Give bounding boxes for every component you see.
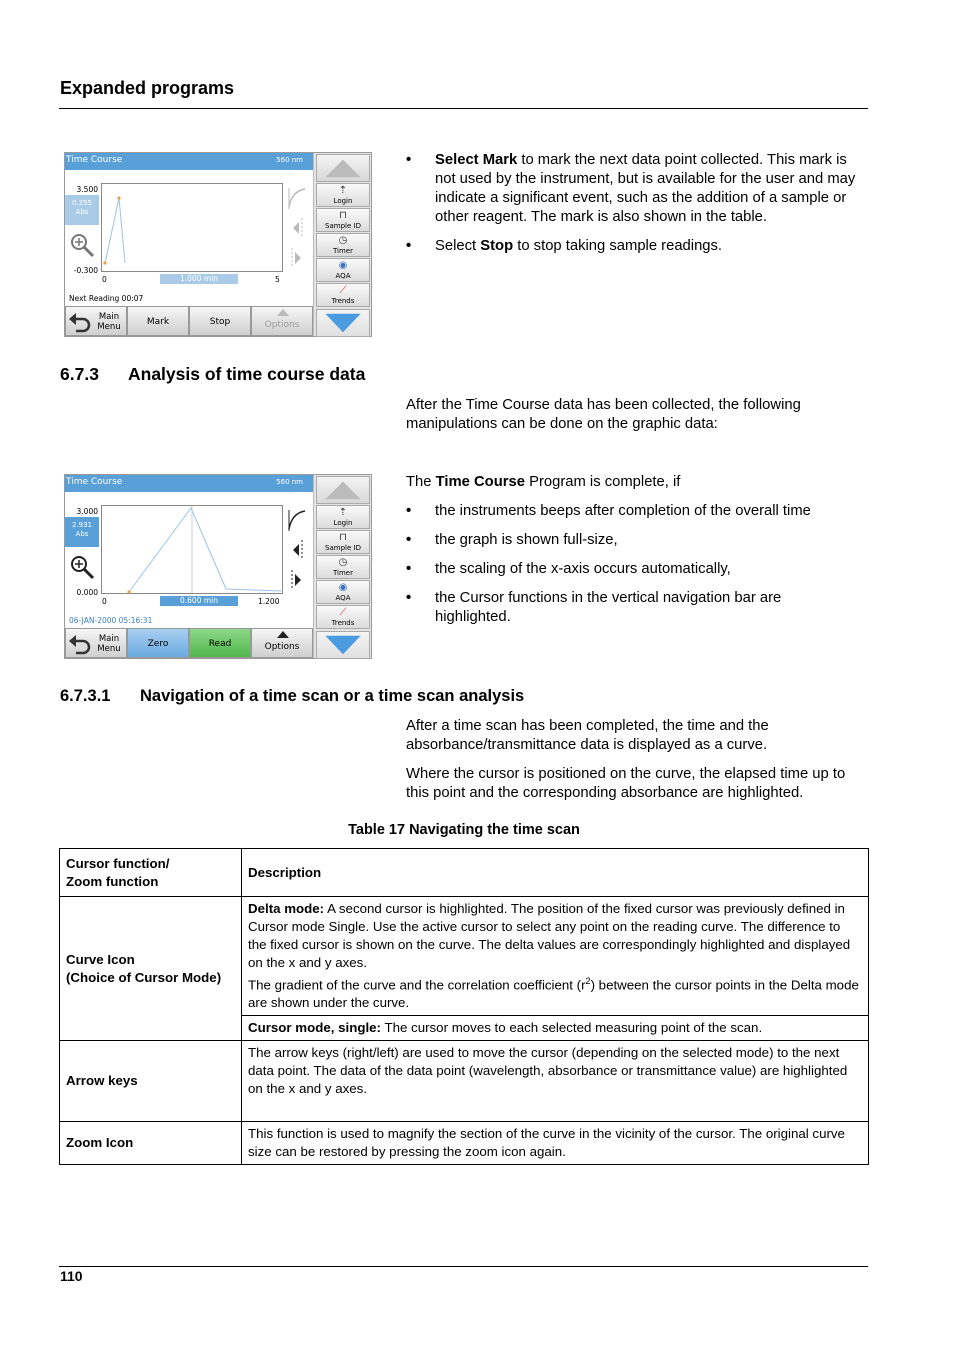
graph-area: [65, 170, 313, 306]
y-axis-bottom: -0.300: [73, 266, 98, 275]
y-axis-top: 3.000: [76, 507, 98, 516]
screen-titlebar: [65, 475, 313, 492]
table-row: [60, 897, 869, 1016]
curve-icon[interactable]: [286, 185, 308, 211]
navigation-table: [59, 848, 869, 1165]
cursor-function-column: [283, 505, 311, 597]
y-axis-bottom: 0.000: [76, 588, 98, 597]
arrow-right-icon[interactable]: [286, 245, 308, 271]
x-value: 1.000 min: [160, 274, 238, 284]
main-menu-label: Main Menu: [97, 312, 121, 332]
zoom-icon[interactable]: [69, 232, 95, 258]
footer-rule: [59, 1266, 868, 1267]
sample-id-icon: ⊓: [339, 210, 347, 221]
x-axis-right: 1.200: [258, 597, 280, 606]
x-axis-right: 5: [275, 275, 280, 284]
scroll-up-icon[interactable]: [316, 154, 370, 182]
arrow-keys-description: The arrow keys (right/left) are used to move the cursor (depending on the selected mode) to the next data point. The data of the data point (wavelength, absorbance or transmittance value) are highlighted on the x and y axes.: [242, 1041, 869, 1122]
return-arrow-icon: [68, 311, 92, 333]
timer-icon: ◷: [338, 235, 348, 246]
row-label-arrow-keys: Arrow keys: [60, 1041, 242, 1122]
row-label-zoom-icon: Zoom Icon: [60, 1122, 242, 1165]
zoom-icon[interactable]: [69, 554, 95, 580]
nav-trends[interactable]: ⟋ Trends: [316, 605, 370, 629]
nav-timer[interactable]: ◷ Timer: [316, 555, 370, 579]
arrow-left-icon[interactable]: [286, 215, 308, 241]
trends-icon: ⟋: [339, 285, 347, 296]
nav-login[interactable]: ⇡ Login: [316, 505, 370, 529]
nav-aqa[interactable]: ◉ AQA: [316, 580, 370, 604]
screenshot-time-course-running: [64, 152, 372, 337]
curve-icon[interactable]: [286, 507, 308, 533]
cursor-single-description: Cursor mode, single: The cursor moves to each selected measuring point of the scan.: [242, 1016, 869, 1041]
main-menu-button[interactable]: [65, 306, 127, 336]
nav-sample-id[interactable]: ⊓ Sample ID: [316, 208, 370, 232]
nav-timer[interactable]: ◷ Timer: [316, 233, 370, 257]
return-arrow-icon: [68, 633, 92, 655]
stop-button[interactable]: Stop: [189, 306, 251, 336]
subsection-paragraph-2: Where the cursor is positioned on the curve, the elapsed time up to this point and the corresponding absorbance are highlighted.: [406, 766, 846, 801]
nav-trends[interactable]: ⟋ Trends: [316, 283, 370, 307]
vertical-navigation-bar: [313, 475, 371, 658]
sample-id-icon: ⊓: [339, 532, 347, 543]
y-axis-top: 3.500: [76, 185, 98, 194]
table-header-cell: Description: [242, 849, 869, 897]
zero-button[interactable]: Zero: [127, 628, 189, 658]
program-complete-text: The Time Course Program is complete, if: [406, 474, 681, 490]
aqa-icon: ◉: [338, 582, 348, 593]
options-up-icon: [277, 309, 289, 316]
nav-sample-id[interactable]: ⊓ Sample ID: [316, 530, 370, 554]
mark-button[interactable]: Mark: [127, 306, 189, 336]
options-up-icon: [277, 631, 289, 638]
delta-mode-description: Delta mode: A second cursor is highlighted. The position of the fixed cursor was previously defined in Cursor mode Single. Use the active cursor to select any point on the reading curve. The difference to the fixed cursor is shown on the curve. The delta values are correspondingly highlighted and displayed on the x and y axes. The gradient of the curve and the correlation coefficient $(r^2)$ between the cursor points in the Delta mode are shown under the curve.: [242, 897, 869, 1016]
table-row: [60, 1122, 869, 1165]
scroll-down-icon[interactable]: [316, 631, 370, 659]
y-value: 0.255: [71, 199, 93, 207]
scroll-down-icon[interactable]: [316, 309, 370, 337]
screen-title: Time Course: [66, 477, 123, 487]
screen-title: Time Course: [66, 155, 123, 165]
graph-area: [65, 492, 313, 628]
running-header: Expanded programs: [60, 78, 235, 98]
row-label-curve-icon: Curve Icon (Choice of Cursor Mode): [60, 897, 242, 1041]
table-header-row: [60, 849, 869, 897]
nav-login[interactable]: ⇡ Login: [316, 183, 370, 207]
screenshot-time-course-complete: [64, 474, 372, 659]
time-course-curve: [101, 183, 283, 272]
y-value-box: [65, 517, 99, 547]
x-axis-left: 0: [102, 597, 107, 606]
y-value-box: [65, 195, 99, 225]
x-value: 0.600 min: [160, 596, 238, 606]
options-button[interactable]: Options: [251, 306, 313, 336]
bottom-button-bar: [65, 628, 313, 658]
bottom-button-bar: [65, 306, 313, 336]
section-intro: After the Time Course data has been collected, the following manipulations can be done on the graphic data:: [406, 397, 801, 432]
section-heading: 6.7.3 Analysis of time course data: [60, 364, 366, 384]
zoom-icon-description: This function is used to magnify the section of the curve in the vicinity of the cursor. The original curve size can be restored by pressing the zoom icon again.: [242, 1122, 869, 1165]
nav-aqa[interactable]: ◉ AQA: [316, 258, 370, 282]
login-icon: ⇡: [338, 507, 348, 518]
arrow-right-icon[interactable]: [286, 567, 308, 593]
next-reading-status: Next Reading 00:07: [69, 294, 144, 303]
time-course-curve: [101, 505, 283, 594]
header-rule: [59, 108, 868, 109]
trends-icon: ⟋: [339, 607, 347, 618]
page-number: 110: [60, 1268, 83, 1284]
y-value: 2.931: [71, 521, 93, 529]
aqa-icon: ◉: [338, 260, 348, 271]
timestamp-status: 06-JAN-2000 05:16:31: [69, 616, 153, 625]
arrow-left-icon[interactable]: [286, 537, 308, 563]
cursor-function-column: [283, 183, 311, 275]
wavelength-label: 560 nm: [276, 478, 303, 486]
table-header-cell: Cursor function/ Zoom function: [60, 849, 242, 897]
login-icon: ⇡: [338, 185, 348, 196]
options-button[interactable]: Options: [251, 628, 313, 658]
wavelength-label: 560 nm: [276, 156, 303, 164]
scroll-up-icon[interactable]: [316, 476, 370, 504]
read-button[interactable]: Read: [189, 628, 251, 658]
x-axis-left: 0: [102, 275, 107, 284]
table-caption: Table 17 Navigating the time scan: [348, 822, 580, 838]
timer-icon: ◷: [338, 557, 348, 568]
table-row: [60, 1041, 869, 1122]
main-menu-button[interactable]: [65, 628, 127, 658]
vertical-navigation-bar: [313, 153, 371, 336]
subsection-heading: 6.7.3.1 Navigation of a time scan or a time scan analysis: [60, 687, 525, 705]
screen-titlebar: [65, 153, 313, 170]
subsection-paragraph-1: After a time scan has been completed, the time and the absorbance/transmittance data is displayed as a curve.: [406, 718, 769, 753]
y-unit: Abs: [75, 208, 89, 216]
main-menu-label: Main Menu: [97, 634, 121, 654]
y-unit: Abs: [75, 530, 89, 538]
